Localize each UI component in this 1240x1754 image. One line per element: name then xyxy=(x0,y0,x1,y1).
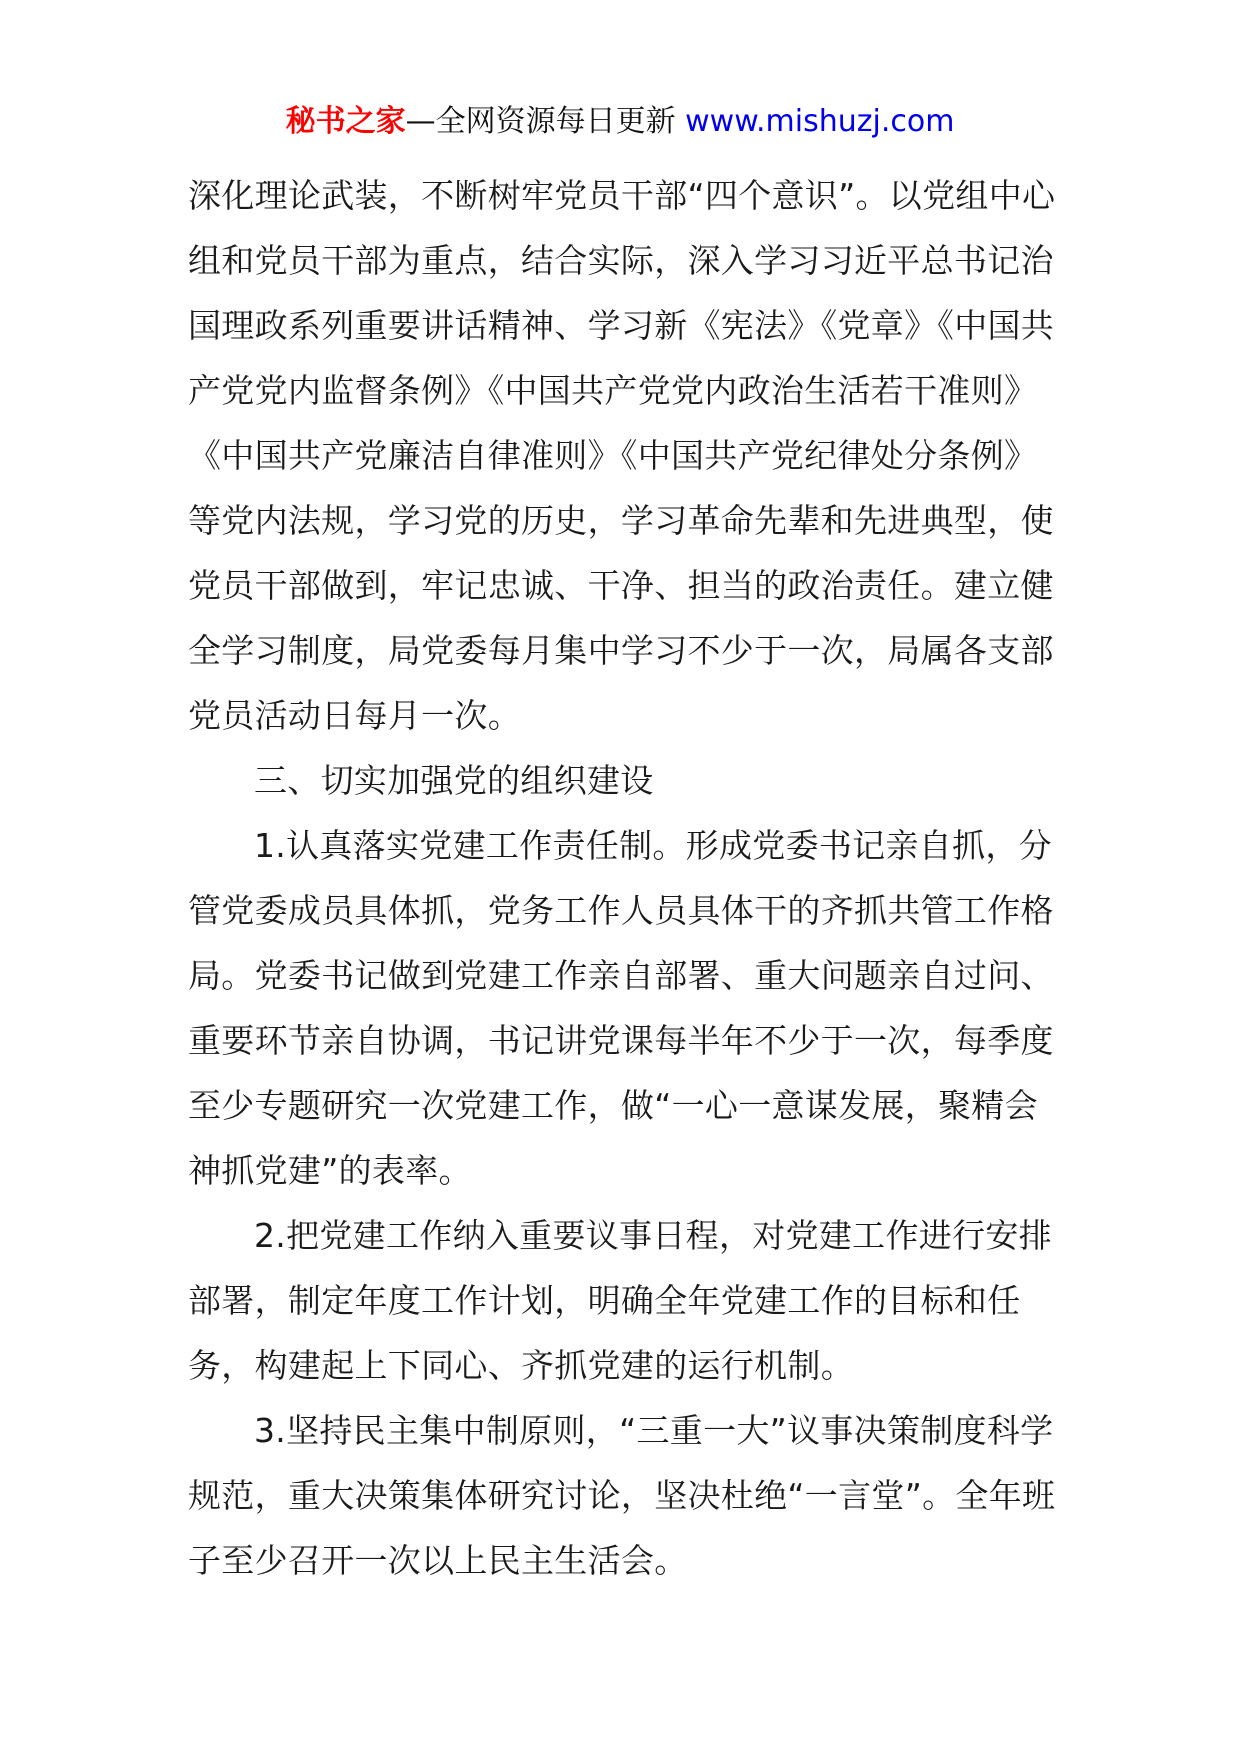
header-tagline: —全网资源每日更新 xyxy=(405,104,676,139)
section-heading: 三、切实加强党的组织建设 xyxy=(254,761,654,800)
paragraph-item-3: 3.坚持民主集中制原则，“三重一大”议事决策制度科学规范，重大决策集体研究讨论，坚决杜绝“一言堂”。全年班子至少召开一次以上民主生活会。 xyxy=(188,1411,1056,1580)
document-body xyxy=(188,163,1058,1593)
site-link[interactable]: www.mishuzj.com xyxy=(685,104,955,139)
paragraph-item-2: 2.把党建工作纳入重要议事日程，对党建工作进行安排部署，制定年度工作计划，明确全年党建工作的目标和任务，构建起上下同心、齐抓党建的运行机制。 xyxy=(188,1216,1052,1385)
paragraph-study: 深化理论武装，不断树牢党员干部“四个意识”。以党组中心组和党员干部为重点，结合实际，深入学习习近平总书记治国理政系列重要讲话精神、学习新《宪法》《党章》《中国共产党党内监督条例》《中国共产党党内政治生活若干准则》《中国共产党廉洁自律准则》《中国共产党纪律处分条例》等党内法规，学习党的历史，学习革命先辈和先进典型，使党员干部做到，牢记忠诚、干净、担当的政治责任。建立健全学习制度，局党委每月集中学习不少于一次，局属各支部党员活动日每月一次。 xyxy=(188,176,1056,735)
paragraph-item-1: 1.认真落实党建工作责任制。形成党委书记亲自抓，分管党委成员具体抓，党务工作人员具体干的齐抓共管工作格局。党委书记做到党建工作亲自部署、重大问题亲自过问、重要环节亲自协调，书记讲党课每半年不少于一次，每季度至少专题研究一次党建工作，做“一心一意谋发展，聚精会神抓党建”的表率。 xyxy=(188,826,1054,1190)
page-header xyxy=(0,100,1240,144)
brand-name: 秘书之家 xyxy=(285,104,406,139)
